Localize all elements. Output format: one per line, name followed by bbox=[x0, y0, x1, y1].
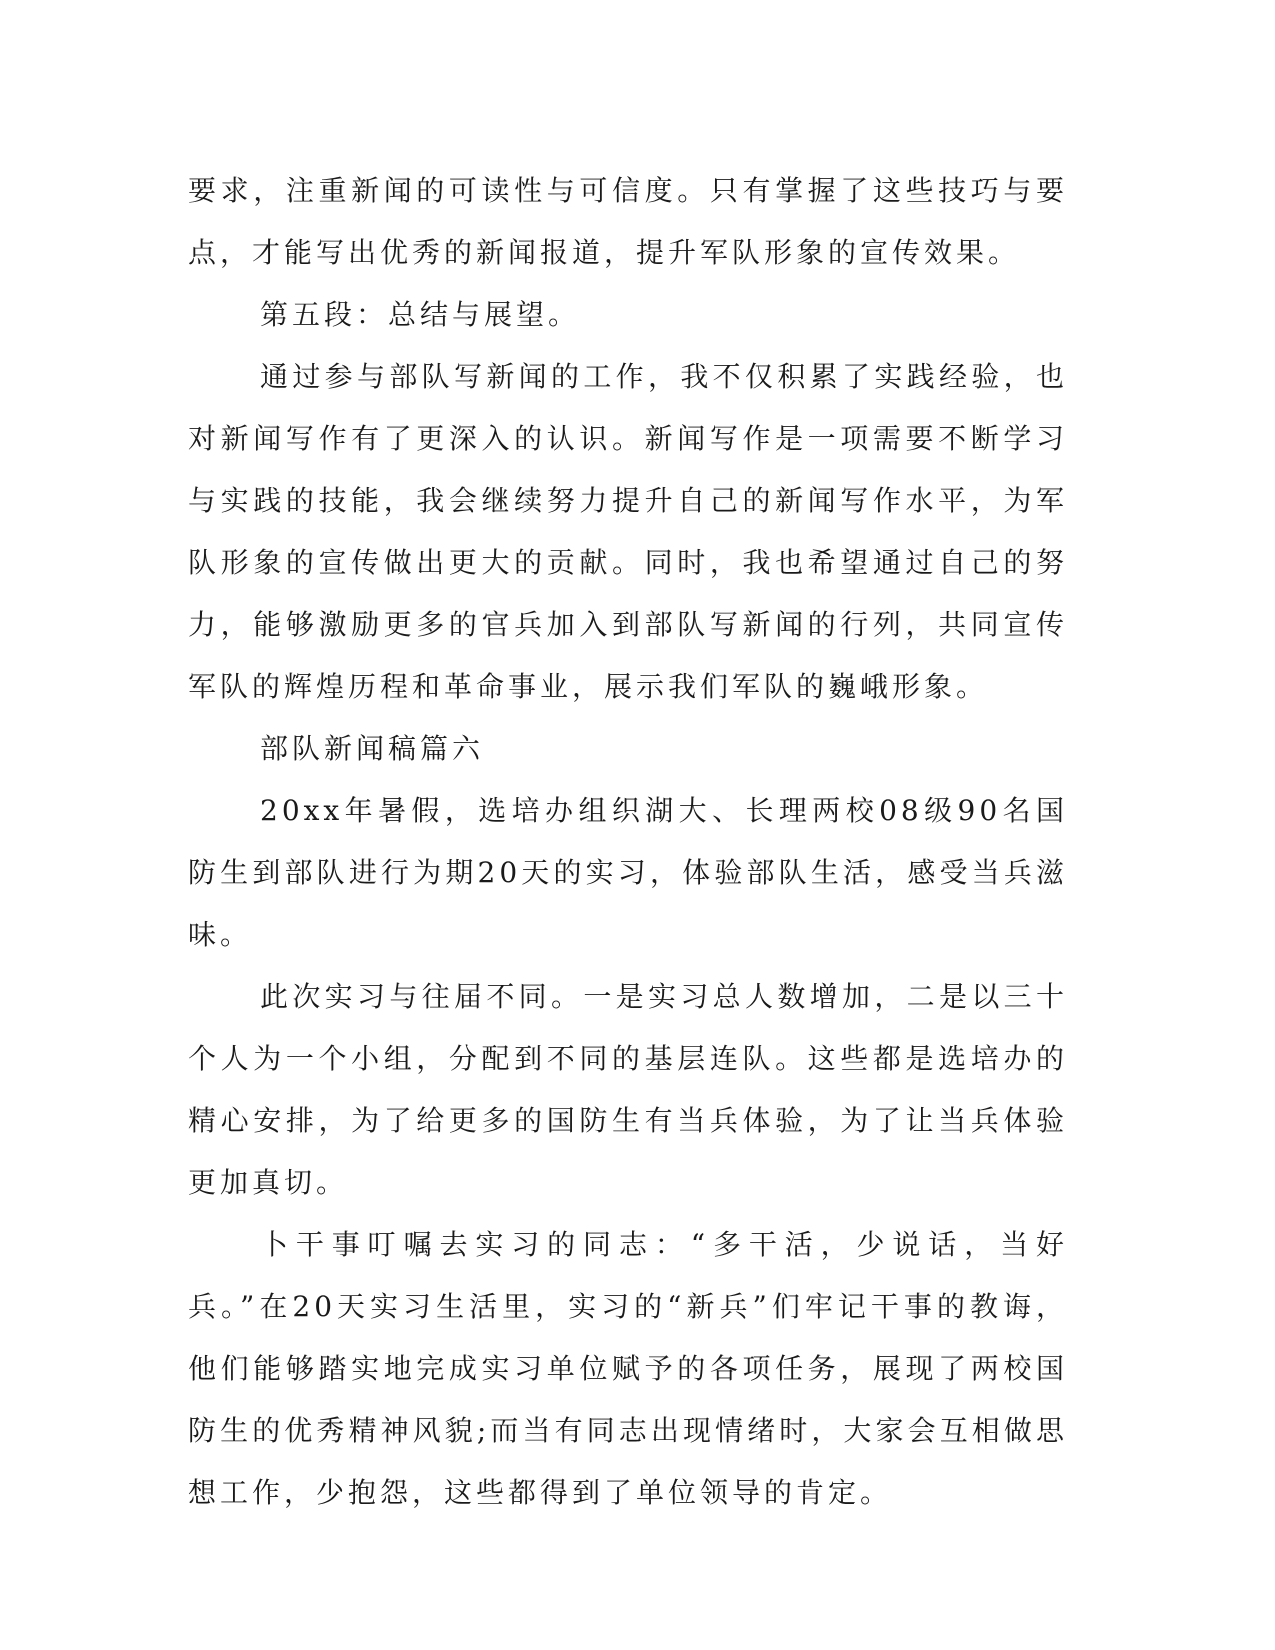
document-body bbox=[188, 160, 1068, 1524]
paragraph-internship-difference: 此次实习与往届不同。一是实习总人数增加，二是以三十个人为一个小组，分配到不同的基层连队。这些都是选培办的精心安排，为了给更多的国防生有当兵体验，为了让当兵体验更加真切。 bbox=[188, 980, 1068, 1199]
article-title-part-six: 部队新闻稿篇六 bbox=[260, 732, 485, 765]
paragraph-continuation: 要求，注重新闻的可读性与可信度。只有掌握了这些技巧与要点，才能写出优秀的新闻报道，提升军队形象的宣传效果。 bbox=[188, 174, 1068, 269]
paragraph-internship-intro: 20xx年暑假，选培办组织湖大、长理两校08级90名国防生到部队进行为期20天的实习，体验部队生活，感受当兵滋味。 bbox=[188, 794, 1068, 951]
section-heading-summary: 第五段：总结与展望。 bbox=[260, 298, 581, 331]
paragraph-internship-advice: 卜干事叮嘱去实习的同志：“多干活，少说话，当好兵。”在20天实习生活里，实习的“新兵”们牢记干事的教诲，他们能够踏实地完成实习单位赋予的各项任务，展现了两校国防生的优秀精神风貌;而当有同志出现情绪时，大家会互相做思想工作，少抱怨，这些都得到了单位领导的肯定。 bbox=[188, 1228, 1068, 1509]
paragraph-summary: 通过参与部队写新闻的工作，我不仅积累了实践经验，也对新闻写作有了更深入的认识。新闻写作是一项需要不断学习与实践的技能，我会继续努力提升自己的新闻写作水平，为军队形象的宣传做出更大的贡献。同时，我也希望通过自己的努力，能够激励更多的官兵加入到部队写新闻的行列，共同宣传军队的辉煌历程和革命事业，展示我们军队的巍峨形象。 bbox=[188, 360, 1068, 703]
